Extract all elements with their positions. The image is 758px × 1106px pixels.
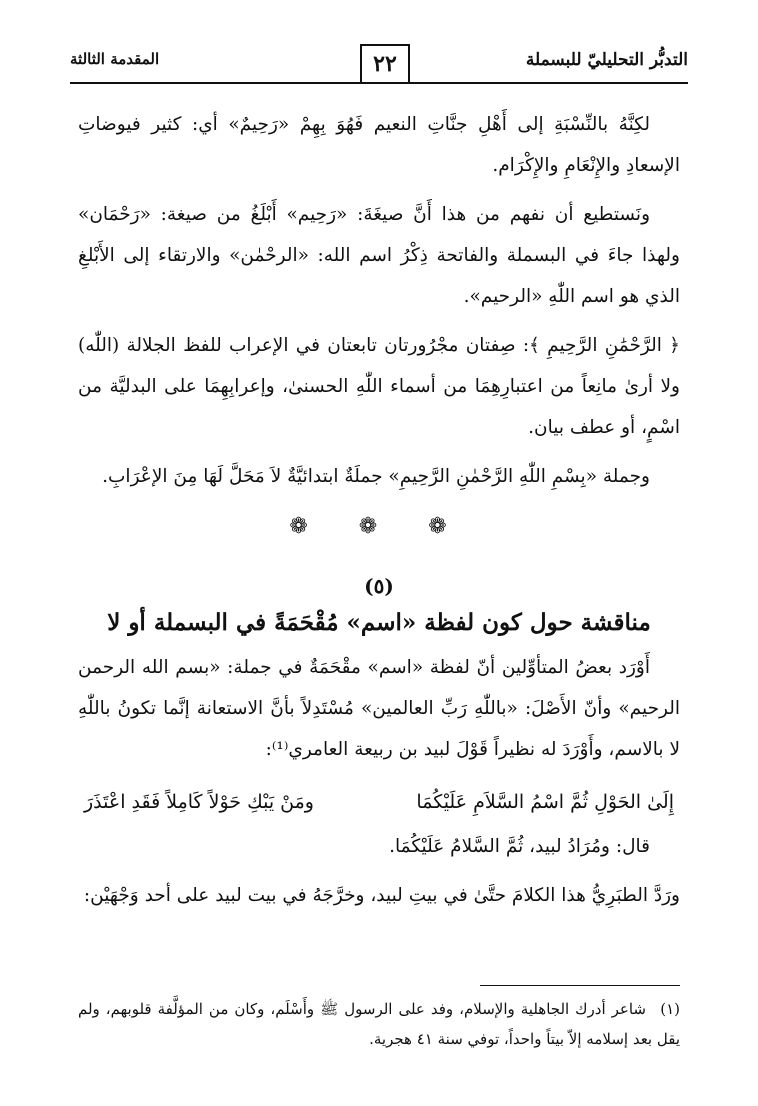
poetry-verse	[78, 778, 680, 826]
section-title: المقدمة الثالثة	[70, 50, 160, 68]
page-header	[70, 44, 688, 82]
footnote-marker: (١)	[660, 1000, 680, 1018]
header-rule	[70, 82, 688, 84]
verse-second-hemistich: ومَنْ يَبْكِ حَوْلاً كَامِلاً فَقَدِ اعْتَذَرَ	[84, 791, 314, 813]
paragraph: ﴿ الرَّحْمَٰنِ الرَّحِيمِ ﴾: صِفتان مجْرُورتان تابعتان في الإعراب للفظ الجلالة (اللّٰه) ولا أرىٰ مانِعاً من اعتبارِهِمَا من أسماء اللّٰهِ الحسنىٰ، وإعرابِهِمَا على البدليَّة من اسْمٍ، أو عطف بيان.	[78, 335, 680, 438]
paragraph: أَوْرَد بعضُ المتأوِّلين أنّ لفظة «اسم» مقْحَمَةٌ في جملة: «بسم الله الرحمن الرحيم» وأنّ الأَصْلَ: «باللّٰهِ رَبِّ العالمين» مُسْتَدِلاً بأنَّ الاستعانة إنَّما تكونُ باللّٰهِ لا بالاسم، وأَوْرَدَ له نظيراً قَوْلَ لبيد بن ربيعة العامري⁽¹⁾:	[78, 657, 680, 760]
footnotes	[78, 994, 680, 1054]
section-divider-ornaments: ❁ ❁ ❁	[289, 514, 469, 539]
page-number: ٢٢	[360, 44, 410, 82]
paragraph: ورَدَّ الطبَرِيُّ هذا الكلامَ حتَّىٰ في بيتِ لبيد، وخرَّجَهُ في بيت لبيد على أحد وَجْهَيْن:	[83, 885, 680, 906]
section-number: (٥)	[364, 574, 394, 598]
page-body	[78, 104, 680, 924]
paragraph: ونَستطيع أن نفهم من هذا أَنَّ صيغَةَ: «رَحِيم» أَبْلَغُ من صيغة: «رَحْمَان» ولهذا جاءَ في البسملة والفاتحة ذِكْرُ اسم الله: «الرحْمٰن» والارتقاء إلى الأَبْلغِ الذي هو اسم اللّٰهِ «الرحيم».	[78, 204, 680, 307]
verse-first-hemistich: إِلَىٰ الحَوْلِ ثُمَّ اسْمُ السَّلاَمِ عَلَيْكُمَا	[416, 791, 674, 813]
paragraph: وجملة «بِسْمِ اللّٰهِ الرَّحْمٰنِ الرَّحِيمِ» جملَةٌ ابتدائيَّةٌ لاَ مَحَلَّ لَهَا مِنَ الإعْرَابِ.	[102, 466, 650, 487]
running-title: التدبُّر التحليليّ للبسملة	[525, 50, 688, 70]
paragraph: قال: ومُرَادُ لبيد، ثُمَّ السَّلامُ عَلَيْكُمَا.	[389, 836, 650, 857]
section-heading: مناقشة حول كون لفظة «اسم» مُقْحَمَةً في البسملة أو لا	[107, 609, 651, 636]
footnote-rule	[480, 985, 680, 986]
footnote-text: شاعر أدرك الجاهلية والإسلام، وفد على الرسول ﷺ وأَسْلَم، وكان من المؤلَّفة قلوبهم، ولم يقل بعد إسلامه إلاّ بيتاً واحداً، توفي سنة ٤١ هجرية.	[78, 1000, 680, 1048]
paragraph: لكِنَّهُ بالنِّسْبَةِ إلى أَهْلِ جنَّاتِ النعيم فَهُوَ بِهِمْ «رَحِيمٌ» أي: كثير فيوضاتِ الإسعادِ والإِنْعَامِ والإِكْرَام.	[78, 114, 680, 176]
